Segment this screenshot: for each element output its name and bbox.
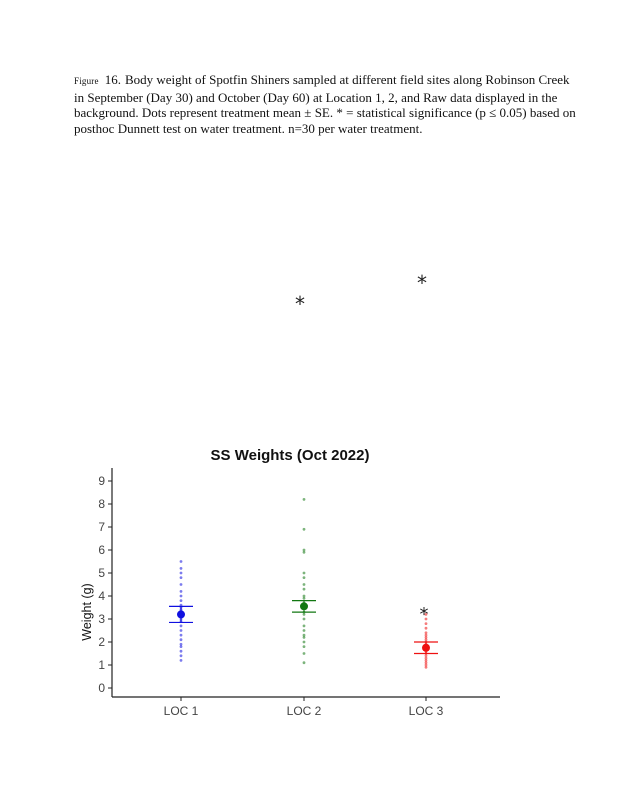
caption-line-3: background. Dots represent treatment mean ± SE. * = statistical significance (p ≤ 0.05) based on [74,105,576,120]
y-tick-label: 9 [98,474,105,488]
raw-point [303,549,306,552]
x-tick-label: LOC 3 [408,704,444,718]
y-axis-label: Weight (g) [80,583,94,641]
raw-point [303,576,306,579]
axes [98,468,500,718]
caption-line-2: in September (Day 30) and October (Day 60) at Location 1, 2, and Raw data displayed in the [74,89,558,105]
figure-label: Figure [74,76,99,86]
raw-point [180,659,183,662]
figure-caption [74,72,574,136]
significance-star: * [419,604,429,625]
raw-point [303,572,306,575]
mean-point [422,644,430,652]
y-tick-label: 7 [98,520,105,534]
significance-star-upper-b: * [417,271,427,295]
mean-point [300,602,308,610]
raw-point [303,641,306,644]
y-tick-label: 8 [98,497,105,511]
raw-point [303,618,306,621]
raw-point [303,528,306,531]
caption-text-1: Body weight of Spotfin Shiners sampled at different field sites along Robinson Creek [124,72,570,87]
raw-point [180,654,183,657]
y-tick-label: 2 [98,635,105,649]
y-tick-label: 3 [98,612,105,626]
raw-point [303,625,306,628]
raw-data-points [180,498,428,669]
x-tick-label: LOC 2 [286,704,322,718]
raw-point [180,567,183,570]
y-tick-label: 6 [98,543,105,557]
raw-point [180,595,183,598]
raw-point [180,634,183,637]
raw-point [180,650,183,653]
raw-point [303,629,306,632]
raw-point [303,661,306,664]
significance-star-upper-a: * [295,292,305,316]
weights-chart [0,440,618,740]
raw-point [180,583,183,586]
raw-point [303,645,306,648]
raw-point [303,498,306,501]
x-tick-label: LOC 1 [163,704,199,718]
figure-number: 16. [104,72,121,87]
raw-point [180,625,183,628]
raw-point [303,583,306,586]
raw-point [303,634,306,637]
y-tick-label: 0 [98,681,105,695]
caption-line-4: posthoc Dunnett test on water treatment. n=30 per water treatment. [74,120,423,136]
raw-point [180,599,183,602]
raw-point [180,590,183,593]
y-tick-label: 5 [98,566,105,580]
y-tick-label: 1 [98,658,105,672]
chart-title: SS Weights (Oct 2022) [210,447,370,464]
raw-point [303,652,306,655]
mean-point [177,610,185,618]
y-tick-label: 4 [98,589,105,603]
raw-point [303,595,306,598]
raw-point [425,631,428,634]
raw-point [303,588,306,591]
raw-point [180,643,183,646]
raw-point [180,572,183,575]
raw-point [425,627,428,630]
raw-point [180,576,183,579]
raw-point [180,560,183,563]
raw-point [180,638,183,641]
caption-line-1 [74,72,574,90]
raw-point [180,629,183,632]
